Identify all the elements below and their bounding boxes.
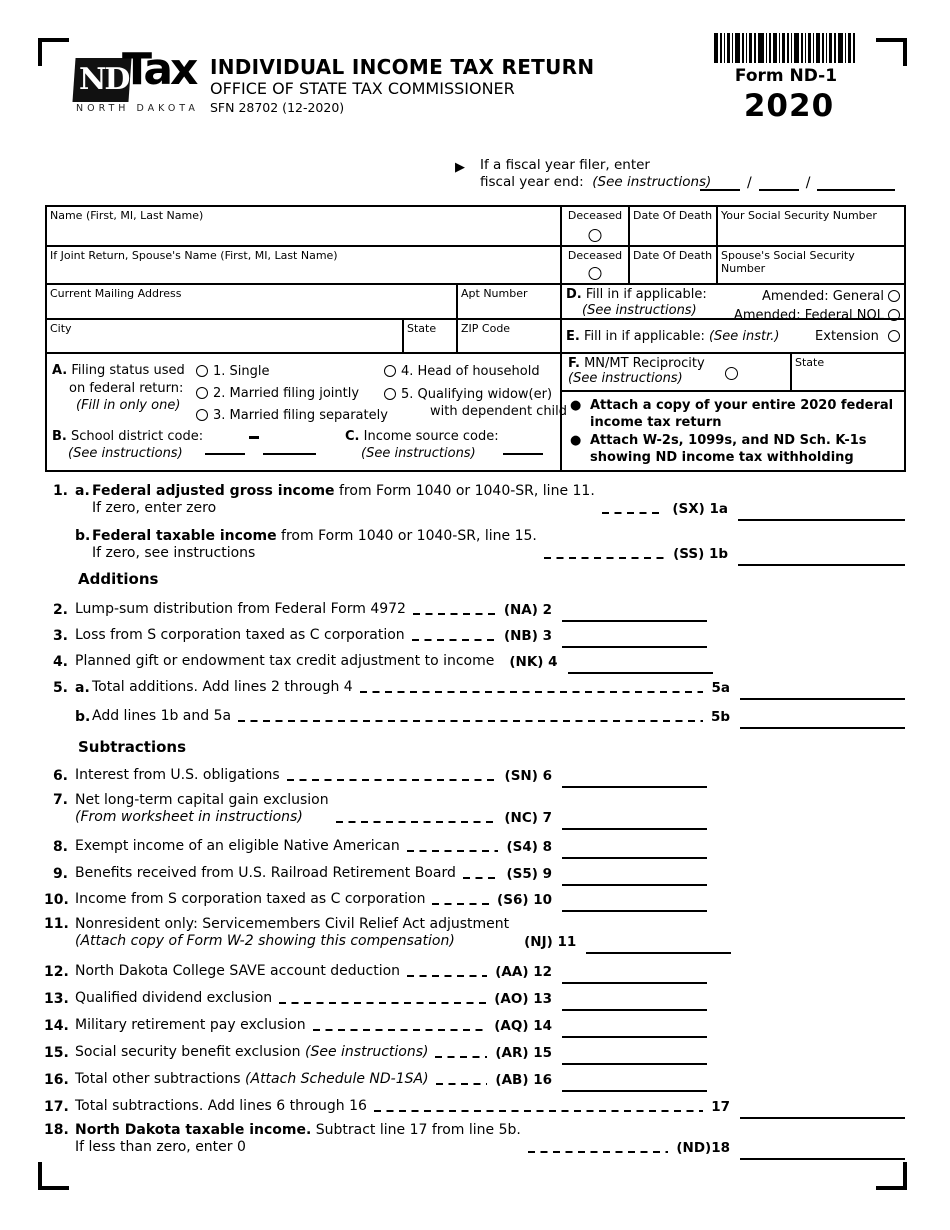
line-7-amount-field[interactable] [562, 814, 707, 830]
dotted-leader [463, 869, 499, 881]
line-1b: b. Federal taxable income from Form 1040 or 1040-SR, line 15. If zero, see instructions (SS) 1b [44, 528, 905, 562]
form-number: Form ND-1 [734, 66, 838, 86]
line-1b-amount-field[interactable] [738, 550, 905, 566]
line-code: (AA) 12 [495, 964, 552, 980]
income-source-code-field[interactable] [503, 443, 543, 455]
form-sfn: SFN 28702 (12-2020) [210, 100, 345, 115]
a-letter: A. [52, 363, 68, 378]
filing-status-qualifying-widower[interactable]: 5. Qualifying widow(er) with dependent child [384, 386, 567, 420]
line-number: 9. [52, 866, 68, 882]
line-code: (SS) 1b [673, 546, 728, 562]
apt-number-field[interactable] [456, 283, 562, 320]
filing-status-caption: A. Filing status used on federal return: (Fill in only one) [52, 363, 185, 413]
e-see-instructions: (See instr.) [708, 328, 780, 344]
spouse-deceased-cell [560, 245, 630, 285]
mailing-address-field[interactable] [45, 283, 458, 320]
line-sub: a. [75, 680, 90, 696]
line-18: 18. North Dakota taxable income. Subtract line 17 from line 5b. If less than zero, enter 0 (ND)18 [44, 1122, 905, 1156]
bullet-icon: ● [570, 433, 582, 448]
line-8-amount-field[interactable] [562, 843, 707, 859]
line-code: 17 [711, 1099, 730, 1115]
line-13: 13. Qualified dividend exclusion (AO) 13 [44, 990, 707, 1007]
line-3: 3. Loss from S corporation taxed as C corporation (NB) 3 [44, 627, 707, 644]
bullet-icon: ● [570, 398, 582, 413]
line-number: 13. [44, 991, 69, 1007]
registration-mark-bottom-left [38, 1162, 69, 1190]
line-16-amount-field[interactable] [562, 1076, 707, 1092]
ndtax-logo [74, 44, 204, 116]
line-3-amount-field[interactable] [562, 632, 707, 648]
deceased-label: Deceased [567, 209, 623, 222]
line-12: 12. North Dakota College SAVE account deduction (AA) 12 [44, 963, 707, 980]
line-number: 3. [52, 628, 68, 644]
registration-mark-bottom-right [876, 1162, 907, 1190]
fiscal-year-field[interactable] [817, 177, 895, 191]
single-radio[interactable] [196, 365, 208, 377]
city-label: City [50, 322, 72, 335]
ndtax-logo-state: NORTH DAKOTA [76, 103, 199, 114]
line-sub: b. [75, 709, 91, 725]
zip-label: ZIP Code [461, 322, 511, 335]
dotted-leader [528, 1143, 669, 1155]
ndtax-logo-tax: Tax [122, 44, 196, 95]
line-sub: a. [75, 483, 90, 499]
fiscal-line1: If a fiscal year filer, enter [480, 157, 650, 173]
e-letter: E. [566, 328, 580, 344]
extension-option: Extension [815, 329, 900, 344]
line-4: 4. Planned gift or endowment tax credit adjustment to income (NK) 4 [44, 653, 707, 670]
line-code: (SN) 6 [504, 768, 552, 784]
dotted-leader [413, 605, 496, 617]
spouse-ssn-field[interactable] [716, 245, 906, 285]
line-5a-amount-field[interactable] [740, 684, 905, 700]
filing-status-single[interactable]: 1. Single [196, 364, 270, 379]
line-code: (NB) 3 [503, 628, 552, 644]
apt-number-label: Apt Number [461, 287, 528, 300]
line-14: 14. Military retirement pay exclusion (AQ) 14 [44, 1017, 707, 1034]
fiscal-line2: fiscal year end: (See instructions) [480, 174, 712, 190]
line-5a: 5. a. Total additions. Add lines 2 through 4 5a [44, 679, 905, 696]
line-16: 16. Total other subtractions (Attach Schedule ND-1SA) (AB) 16 [44, 1071, 707, 1088]
line-6: 6. Interest from U.S. obligations (SN) 6 [44, 767, 707, 784]
dotted-leader [435, 1048, 487, 1060]
line-code: (AR) 15 [495, 1045, 552, 1061]
fiscal-month-field[interactable] [700, 177, 740, 191]
registration-mark-top-left [38, 38, 69, 66]
line-2-amount-field[interactable] [562, 606, 707, 622]
line-number: 10. [44, 892, 69, 908]
line-number: 8. [52, 839, 68, 855]
extension-cell [560, 318, 906, 354]
line-number: 7. [52, 792, 68, 808]
spouse-name-field[interactable] [45, 245, 562, 285]
d-see-instructions: (See instructions) [582, 303, 697, 318]
dotted-leader [238, 712, 703, 724]
state-field[interactable] [402, 318, 458, 354]
extension-radio[interactable] [888, 330, 900, 342]
spouse-date-of-death-field[interactable] [628, 245, 718, 285]
spouse-deceased-radio[interactable] [589, 267, 602, 280]
income-source-code: C. Income source code: (See instructions) [345, 429, 499, 461]
fiscal-day-field[interactable] [759, 177, 799, 191]
name-label: Name (First, MI, Last Name) [50, 209, 204, 222]
line-code: 5a [711, 680, 730, 696]
line-number: 4. [52, 654, 68, 670]
line-number: 5. [52, 680, 68, 696]
dotted-leader [436, 1075, 488, 1087]
line-9-amount-field[interactable] [562, 870, 707, 886]
dotted-leader [287, 771, 497, 783]
line-number: 1. [52, 483, 68, 499]
line-15-amount-field[interactable] [562, 1049, 707, 1065]
line-number: 2. [52, 602, 68, 618]
line-code: (AB) 16 [495, 1072, 552, 1088]
date-of-death-label: Date Of Death [633, 209, 713, 222]
line-number: 11. [44, 916, 69, 932]
line-number: 14. [44, 1018, 69, 1034]
line-code: (S6) 10 [497, 892, 552, 908]
amended-federal-nol-option: Amended: Federal NOL [734, 306, 900, 325]
reciprocity-state-label: State [795, 356, 825, 369]
spouse-date-of-death-label: Date Of Death [633, 249, 713, 262]
reciprocity-cell [560, 352, 792, 392]
line-4-amount-field[interactable] [568, 658, 713, 674]
attachments-cell [560, 390, 906, 472]
married-separately-radio[interactable] [196, 409, 208, 421]
dotted-leader [432, 895, 489, 907]
line-code: (NA) 2 [503, 602, 552, 618]
filing-status-head-of-household[interactable]: 4. Head of household [384, 364, 540, 379]
registration-mark-top-right [876, 38, 907, 66]
dotted-leader [313, 1021, 487, 1033]
deceased-cell [560, 205, 630, 247]
head-of-household-radio[interactable] [384, 365, 396, 377]
filing-status-married-jointly[interactable]: 2. Married filing jointly [196, 386, 359, 401]
barcode-icon [714, 33, 858, 67]
f-letter: F. [568, 356, 580, 371]
fiscal-separator: / [805, 175, 811, 191]
line-number: 16. [44, 1072, 69, 1088]
line-number: 17. [44, 1099, 69, 1115]
line-6-amount-field[interactable] [562, 772, 707, 788]
line-number: 15. [44, 1045, 69, 1061]
reciprocity-radio[interactable] [725, 367, 738, 380]
line-2: 2. Lump-sum distribution from Federal Form 4972 (NA) 2 [44, 601, 707, 618]
line-10-amount-field[interactable] [562, 896, 707, 912]
line-8: 8. Exempt income of an eligible Native American (S4) 8 [44, 838, 707, 855]
amended-cell [560, 283, 906, 323]
spouse-deceased-label: Deceased [567, 249, 623, 262]
line-code: (ND)18 [676, 1140, 730, 1156]
spouse-ssn-label: Spouse's Social Security Number [721, 249, 855, 275]
d-text: Fill in if applicable: [585, 287, 707, 302]
form-subtitle: OFFICE OF STATE TAX COMMISSIONER [210, 79, 515, 98]
your-ssn-label: Your Social Security Number [721, 209, 877, 222]
ndtax-logo-nd: ND [79, 62, 129, 97]
school-district-code-field1[interactable] [205, 443, 245, 455]
your-ssn-field[interactable] [716, 205, 906, 247]
form-year: 2020 [743, 88, 835, 124]
dotted-leader [336, 813, 497, 825]
date-of-death-field[interactable] [628, 205, 718, 247]
extension-instructions [566, 329, 780, 344]
mailing-address-label: Current Mailing Address [50, 287, 182, 300]
deceased-radio[interactable] [589, 229, 602, 242]
line-sub: b. [75, 528, 91, 544]
dotted-leader [602, 504, 665, 516]
line-17-amount-field[interactable] [740, 1103, 905, 1119]
school-district-code-field2[interactable] [263, 443, 316, 455]
attach-w2-note: Attach W-2s, 1099s, and ND Sch. K-1s showing ND income tax withholding [590, 433, 867, 465]
line-10: 10. Income from S corporation taxed as C corporation (S6) 10 [44, 891, 707, 908]
spouse-name-label: If Joint Return, Spouse's Name (First, MI, Last Name) [50, 249, 338, 262]
name-field[interactable] [45, 205, 562, 247]
line-5b-amount-field[interactable] [740, 713, 905, 729]
line-code: (AO) 13 [494, 991, 552, 1007]
line-code: (SX) 1a [672, 501, 728, 517]
school-district-dash [249, 436, 259, 439]
line-code: (S4) 8 [506, 839, 552, 855]
additions-heading: Additions [78, 570, 159, 588]
school-district-code: B. School district code: (See instructions) [52, 429, 204, 461]
line-code: (NC) 7 [504, 810, 552, 826]
dotted-leader [412, 631, 496, 643]
line-5b: b. Add lines 1b and 5a 5b [44, 708, 905, 725]
state-label: State [407, 322, 437, 335]
line-number: 12. [44, 964, 69, 980]
line-number: 6. [52, 768, 68, 784]
subtractions-heading: Subtractions [78, 738, 187, 756]
b-letter: B. [52, 429, 67, 444]
line-code: 5b [710, 709, 730, 725]
line-14-amount-field[interactable] [562, 1022, 707, 1038]
dotted-leader [407, 967, 487, 979]
dotted-leader [544, 549, 665, 561]
d-letter: D. [566, 287, 582, 302]
amended-general-option: Amended: General [734, 287, 900, 306]
line-15: 15. Social security benefit exclusion (See instructions) (AR) 15 [44, 1044, 707, 1061]
line-number: 18. [44, 1122, 69, 1138]
line-12-amount-field[interactable] [562, 968, 707, 984]
arrow-right-icon: ▶ [455, 160, 465, 175]
line-11: 11. Nonresident only: Servicemembers Civil Relief Act adjustment (Attach copy of Form W-2 showing this compensation) (NJ) 11 [44, 916, 707, 950]
fiscal-see-instructions: (See instructions) [592, 174, 712, 190]
form-title: INDIVIDUAL INCOME TAX RETURN [210, 55, 595, 79]
line-code: (AQ) 14 [494, 1018, 552, 1034]
line-code: (NJ) 11 [524, 934, 577, 950]
reciprocity-state-field[interactable] [790, 352, 906, 392]
e-text: Fill in if applicable: [583, 328, 705, 344]
dotted-leader [374, 1102, 703, 1114]
dotted-leader [360, 683, 704, 695]
line-7: 7. Net long-term capital gain exclusion (From worksheet in instructions) (NC) 7 [44, 792, 707, 826]
married-jointly-radio[interactable] [196, 387, 208, 399]
line-13-amount-field[interactable] [562, 995, 707, 1011]
dotted-leader [279, 994, 486, 1006]
line-1a-amount-field[interactable] [738, 505, 905, 521]
f-see-instructions: (See instructions) [568, 371, 683, 386]
dotted-leader [407, 842, 499, 854]
fiscal-separator: / [747, 175, 752, 191]
city-field[interactable] [45, 318, 404, 354]
f-text: MN/MT Reciprocity [584, 356, 705, 371]
amended-general-radio[interactable] [888, 290, 900, 302]
filing-status-married-separately[interactable]: 3. Married filing separately [196, 408, 388, 423]
amended-instructions [566, 287, 707, 319]
line-code: (S5) 9 [506, 866, 552, 882]
attach-federal-return-note: Attach a copy of your entire 2020 federal income tax return [590, 398, 894, 430]
line-18-amount-field[interactable] [740, 1144, 905, 1160]
line-code: (NK) 4 [509, 654, 558, 670]
line-11-amount-field[interactable] [586, 938, 731, 954]
line-9: 9. Benefits received from U.S. Railroad Retirement Board (S5) 9 [44, 865, 707, 882]
c-letter: C. [345, 429, 360, 444]
zip-field[interactable] [456, 318, 562, 354]
line-17: 17. Total subtractions. Add lines 6 through 16 17 [44, 1098, 905, 1115]
fiscal-year-section [455, 157, 711, 191]
line-1a: 1. a. Federal adjusted gross income from Form 1040 or 1040-SR, line 11. If zero, enter zero (SX) 1a [44, 483, 905, 517]
qualifying-widower-radio[interactable] [384, 388, 396, 400]
fiscal-year-end-fields [700, 175, 895, 191]
